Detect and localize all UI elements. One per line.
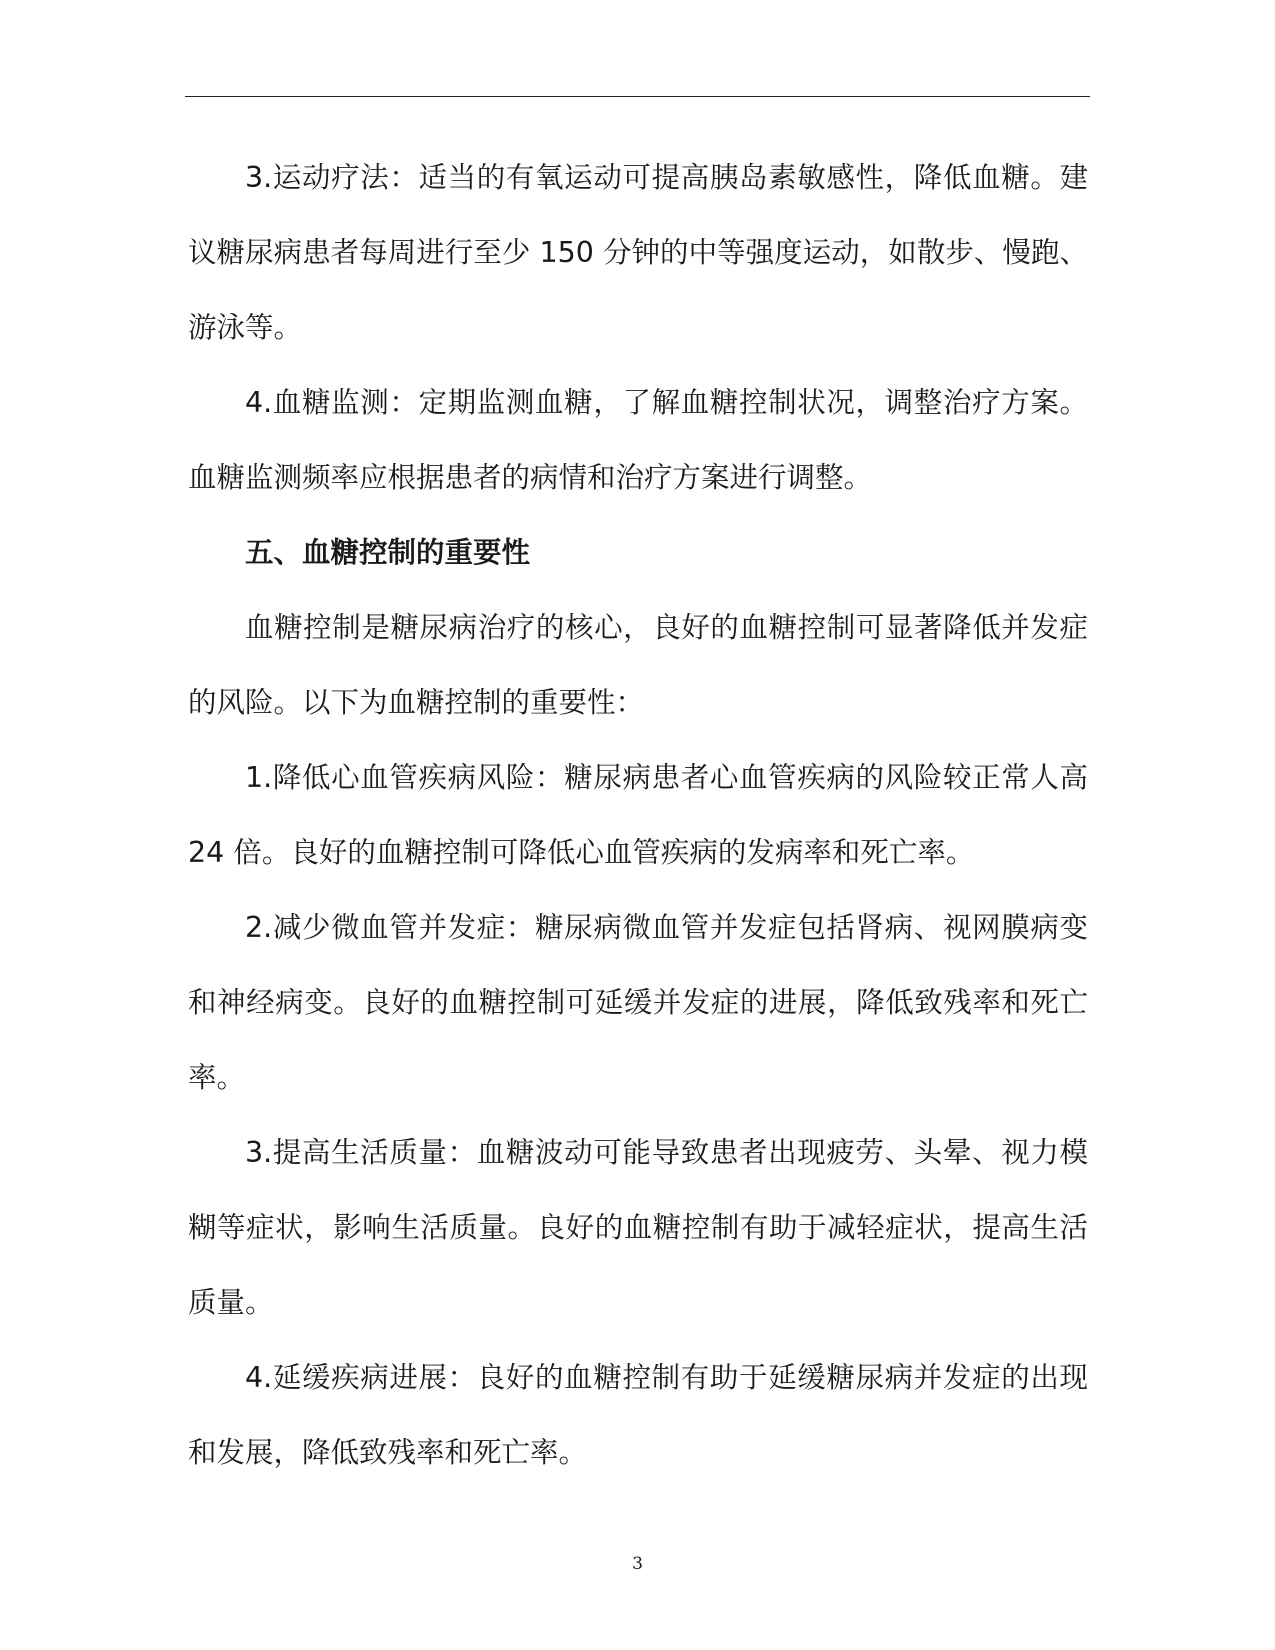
paragraph-microvascular: 2.减少微血管并发症：糖尿病微血管并发症包括肾病、视网膜病变和神经病变。良好的血糖控制可延缓并发症的进展，降低致残率和死亡率。 — [188, 911, 1088, 1094]
header-rule — [185, 96, 1090, 97]
paragraph-disease-progression: 4.延缓疾病进展：良好的血糖控制有助于延缓糖尿病并发症的出现和发展，降低致残率和死亡率。 — [188, 1361, 1088, 1469]
paragraph-quality-of-life: 3.提高生活质量：血糖波动可能导致患者出现疲劳、头晕、视力模糊等症状，影响生活质量。良好的血糖控制有助于减轻症状，提高生活质量。 — [188, 1136, 1088, 1319]
paragraph-intro: 血糖控制是糖尿病治疗的核心，良好的血糖控制可显著降低并发症的风险。以下为血糖控制的重要性： — [188, 611, 1088, 719]
paragraph-cardiovascular: 1.降低心血管疾病风险：糖尿病患者心血管疾病的风险较正常人高 24 倍。良好的血糖控制可降低心血管疾病的发病率和死亡率。 — [188, 761, 1088, 869]
paragraph-glucose-monitoring: 4.血糖监测：定期监测血糖，了解血糖控制状况，调整治疗方案。血糖监测频率应根据患者的病情和治疗方案进行调整。 — [188, 386, 1088, 494]
paragraph-exercise-therapy: 3.运动疗法：适当的有氧运动可提高胰岛素敏感性，降低血糖。建议糖尿病患者每周进行至少 150 分钟的中等强度运动，如散步、慢跑、游泳等。 — [188, 161, 1088, 344]
section-heading: 五、血糖控制的重要性 — [245, 536, 531, 569]
page-number: 3 — [632, 1554, 643, 1574]
document-body — [188, 140, 1088, 1490]
